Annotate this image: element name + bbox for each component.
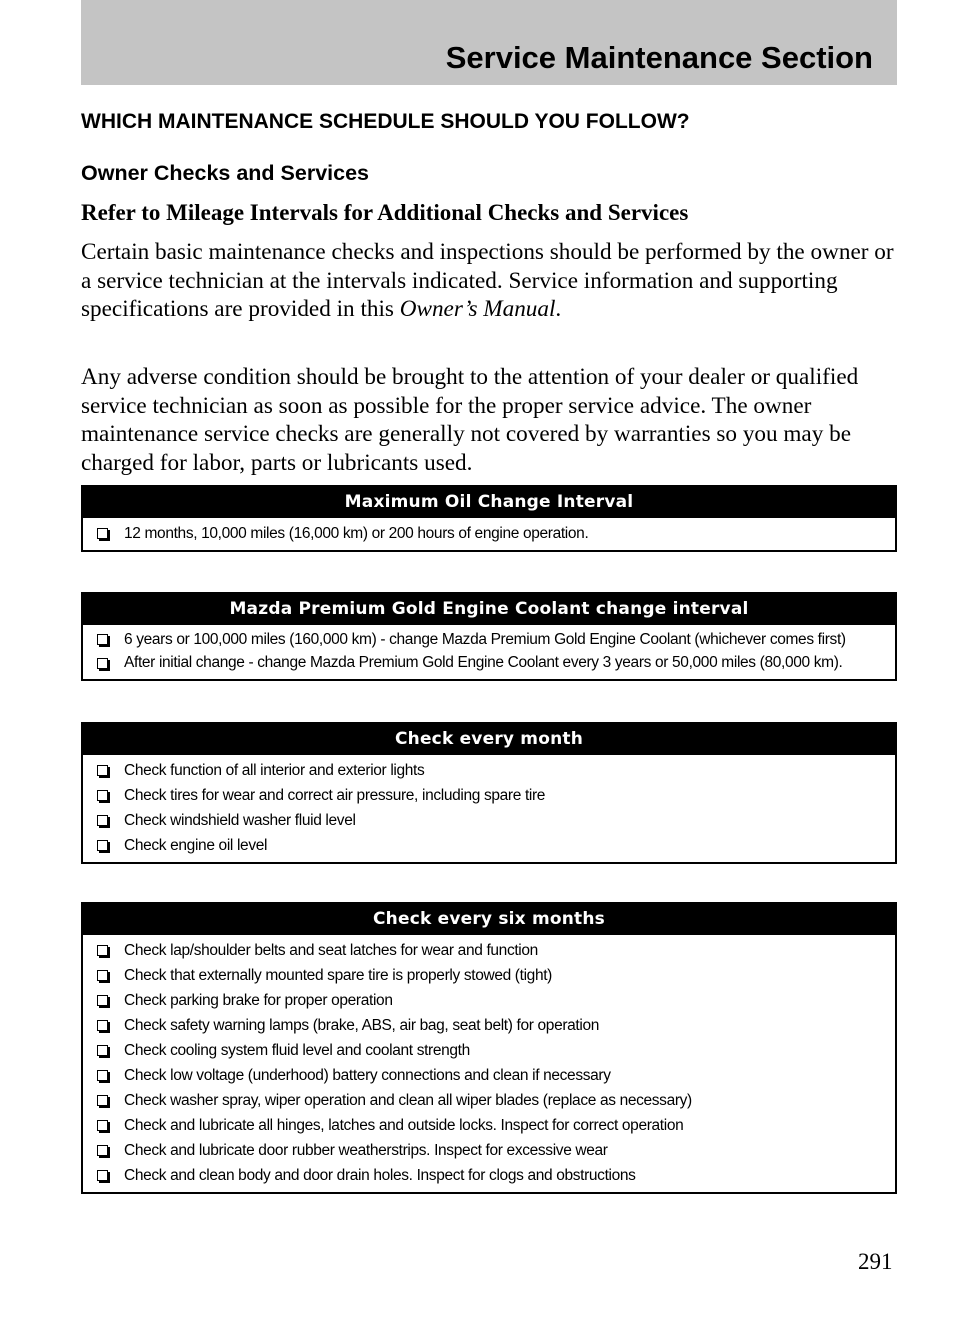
six-month-checks-box bbox=[81, 902, 897, 1194]
sub-heading: Owner Checks and Services bbox=[81, 161, 370, 185]
list-item-text: Check lap/shoulder belts and seat latches for wear and function bbox=[124, 941, 538, 959]
list-item bbox=[97, 1088, 895, 1113]
intro-paragraph-text: Certain basic maintenance checks and inspections should be performed by the owner or a service technician at the intervals indicated. Service information and supporting specifications are provided in this bbox=[81, 239, 894, 322]
checkbox-icon bbox=[97, 995, 108, 1006]
list-item-text: Check tires for wear and correct air pressure, including spare tire bbox=[124, 786, 546, 804]
list-item bbox=[97, 628, 895, 652]
list-item-text: Check and clean body and door drain holes. Inspect for clogs and obstructions bbox=[124, 1166, 636, 1184]
main-heading: WHICH MAINTENANCE SCHEDULE SHOULD YOU FOLLOW? bbox=[81, 110, 690, 133]
page-number: 291 bbox=[858, 1249, 893, 1274]
intro-paragraph-end: . bbox=[555, 296, 562, 322]
owners-manual-reference: Owner’s Manual bbox=[399, 296, 556, 322]
intro-paragraph bbox=[81, 238, 897, 324]
checkbox-icon bbox=[97, 634, 108, 645]
box-title: Check every six months bbox=[83, 904, 895, 935]
checkbox-icon bbox=[97, 1020, 108, 1031]
list-item-text: Check parking brake for proper operation bbox=[124, 991, 393, 1009]
list-item bbox=[97, 1013, 895, 1038]
checkbox-icon bbox=[97, 790, 108, 801]
section-title: Service Maintenance Section bbox=[445, 40, 873, 75]
list-item-text: Check washer spray, wiper operation and clean all wiper blades (replace as necessary) bbox=[124, 1091, 692, 1109]
box-title: Check every month bbox=[83, 724, 895, 755]
list-item-text: After initial change - change Mazda Premium Gold Engine Coolant every 3 years or 50,000 miles (80,000 km). bbox=[124, 654, 843, 672]
checkbox-icon bbox=[97, 1170, 108, 1181]
list-item bbox=[97, 1138, 895, 1163]
box-title: Mazda Premium Gold Engine Coolant change interval bbox=[83, 594, 895, 625]
list-item bbox=[97, 1063, 895, 1088]
checkbox-icon bbox=[97, 1145, 108, 1156]
list-item bbox=[97, 783, 895, 808]
monthly-checks-box bbox=[81, 722, 897, 864]
list-item-text: Check low voltage (underhood) battery connections and clean if necessary bbox=[124, 1066, 611, 1084]
list-item-text: Check safety warning lamps (brake, ABS, air bag, seat belt) for operation bbox=[124, 1016, 600, 1034]
checkbox-icon bbox=[97, 1045, 108, 1056]
checkbox-icon bbox=[97, 840, 108, 851]
box-body bbox=[83, 518, 895, 550]
box-body bbox=[83, 625, 895, 679]
list-item-text: Check and lubricate all hinges, latches and outside locks. Inspect for correct operation bbox=[124, 1116, 684, 1134]
box-body bbox=[83, 935, 895, 1192]
list-item bbox=[97, 938, 895, 963]
list-item bbox=[97, 833, 895, 858]
list-item bbox=[97, 988, 895, 1013]
checkbox-icon bbox=[97, 658, 108, 669]
coolant-interval-box bbox=[81, 592, 897, 681]
checkbox-icon bbox=[97, 1070, 108, 1081]
list-item-text: Check that externally mounted spare tire is properly stowed (tight) bbox=[124, 966, 552, 984]
list-item-text: Check function of all interior and exterior lights bbox=[124, 761, 425, 779]
list-item bbox=[97, 1038, 895, 1063]
checkbox-icon bbox=[97, 970, 108, 981]
list-item-text: Check engine oil level bbox=[124, 836, 268, 854]
checkbox-icon bbox=[97, 1095, 108, 1106]
section-header-band bbox=[81, 0, 897, 85]
list-item bbox=[97, 521, 895, 546]
checkbox-icon bbox=[97, 765, 108, 776]
checkbox-icon bbox=[97, 528, 108, 539]
list-item bbox=[97, 758, 895, 783]
checkbox-icon bbox=[97, 1120, 108, 1131]
list-item-text: Check cooling system fluid level and coolant strength bbox=[124, 1041, 470, 1059]
refer-heading: Refer to Mileage Intervals for Additional Checks and Services bbox=[81, 200, 689, 225]
box-body bbox=[83, 755, 895, 862]
list-item bbox=[97, 963, 895, 988]
list-item-text: 12 months, 10,000 miles (16,000 km) or 200 hours of engine operation. bbox=[124, 524, 589, 542]
checkbox-icon bbox=[97, 945, 108, 956]
list-item bbox=[97, 1163, 895, 1188]
list-item-text: Check and lubricate door rubber weatherstrips. Inspect for excessive wear bbox=[124, 1141, 608, 1159]
checkbox-icon bbox=[97, 815, 108, 826]
adverse-condition-paragraph: Any adverse condition should be brought to the attention of your dealer or qualified service technician as soon as possible for the proper service advice. The owner maintenance service checks are generally not covered by warranties so you may be charged for labor, parts or lubricants used. bbox=[81, 364, 859, 476]
list-item bbox=[97, 652, 895, 676]
list-item bbox=[97, 1113, 895, 1138]
list-item bbox=[97, 808, 895, 833]
box-title: Maximum Oil Change Interval bbox=[83, 487, 895, 518]
list-item-text: 6 years or 100,000 miles (160,000 km) - change Mazda Premium Gold Engine Coolant (whichever comes first) bbox=[124, 630, 846, 648]
oil-change-interval-box bbox=[81, 485, 897, 552]
list-item-text: Check windshield washer fluid level bbox=[124, 811, 356, 829]
